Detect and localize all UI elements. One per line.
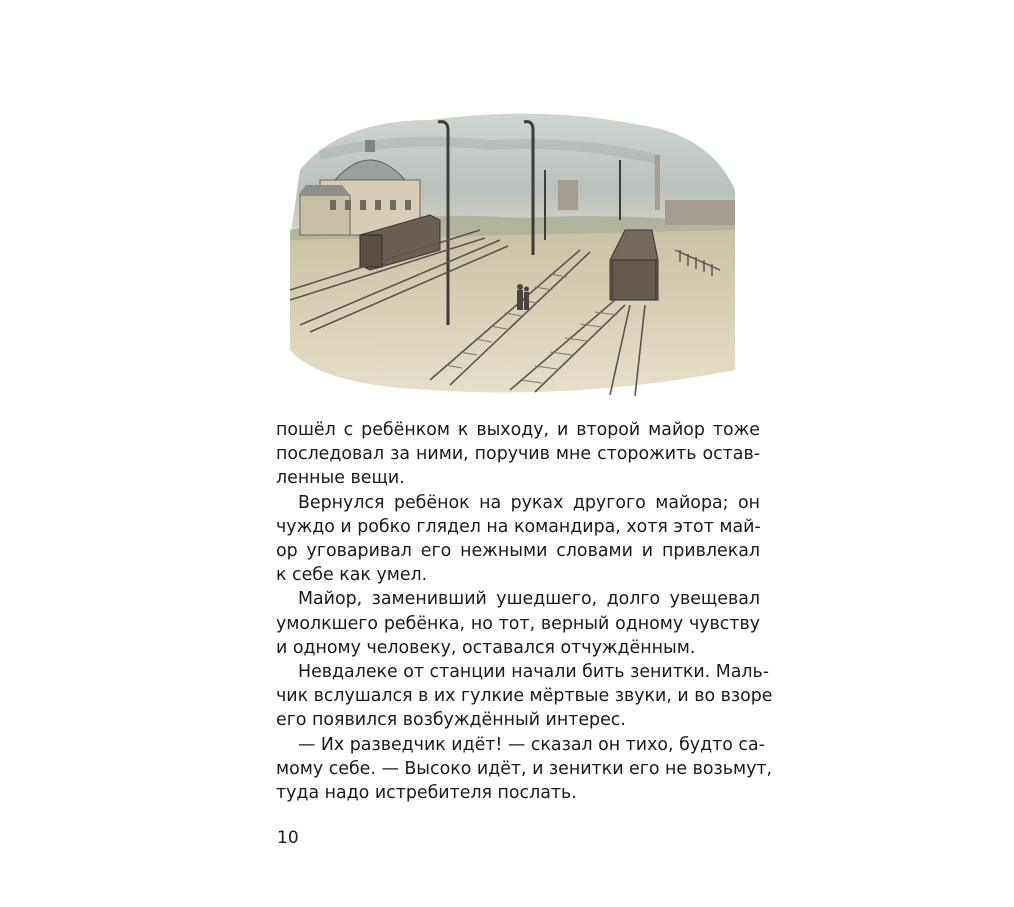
text-line: последовал за ними, поручив мне сторожить остав- <box>276 444 760 465</box>
text-line: ленные вещи. <box>276 468 405 489</box>
text-line: Майор, заменивший ушедшего, долго увещевал <box>298 589 760 610</box>
text-line: пошёл с ребёнком к выходу, и второй майор тоже <box>276 420 760 440</box>
railway-station-illustration <box>280 100 740 400</box>
text-line: к себе как умел. <box>276 565 428 586</box>
text-line: и одному человеку, оставался отчуждённым. <box>276 637 696 658</box>
text-line: мому себе. — Высоко идёт, и зенитки его не возьмут, <box>276 758 773 779</box>
text-line: Невдалеке от станции начали бить зенитки. Маль- <box>298 662 769 683</box>
text-line: ор уговаривал его нежными словами и привлекал <box>276 541 760 562</box>
page-number: 10 <box>277 828 299 848</box>
paragraph <box>276 587 760 660</box>
paragraph <box>276 491 760 588</box>
text-line: туда надо истребителя послать. <box>276 783 577 804</box>
text-line: — Их разведчик идёт! — сказал он тихо, будто са- <box>298 734 765 755</box>
paragraph <box>276 418 760 491</box>
text-line: чуждо и робко глядел на командира, хотя этот май- <box>276 516 761 537</box>
text-line: Вернулся ребёнок на руках другого майора; он <box>298 492 760 513</box>
text-line: его появился возбуждённый интерес. <box>276 710 626 731</box>
text-line: чик вслушался в их гулкие мёртвые звуки, и во взоре <box>276 686 773 707</box>
paragraph <box>276 733 773 806</box>
paragraph <box>276 660 773 733</box>
text-line: умолкшего ребёнка, но тот, верный одному чувству <box>276 613 760 634</box>
body-text <box>276 418 773 805</box>
